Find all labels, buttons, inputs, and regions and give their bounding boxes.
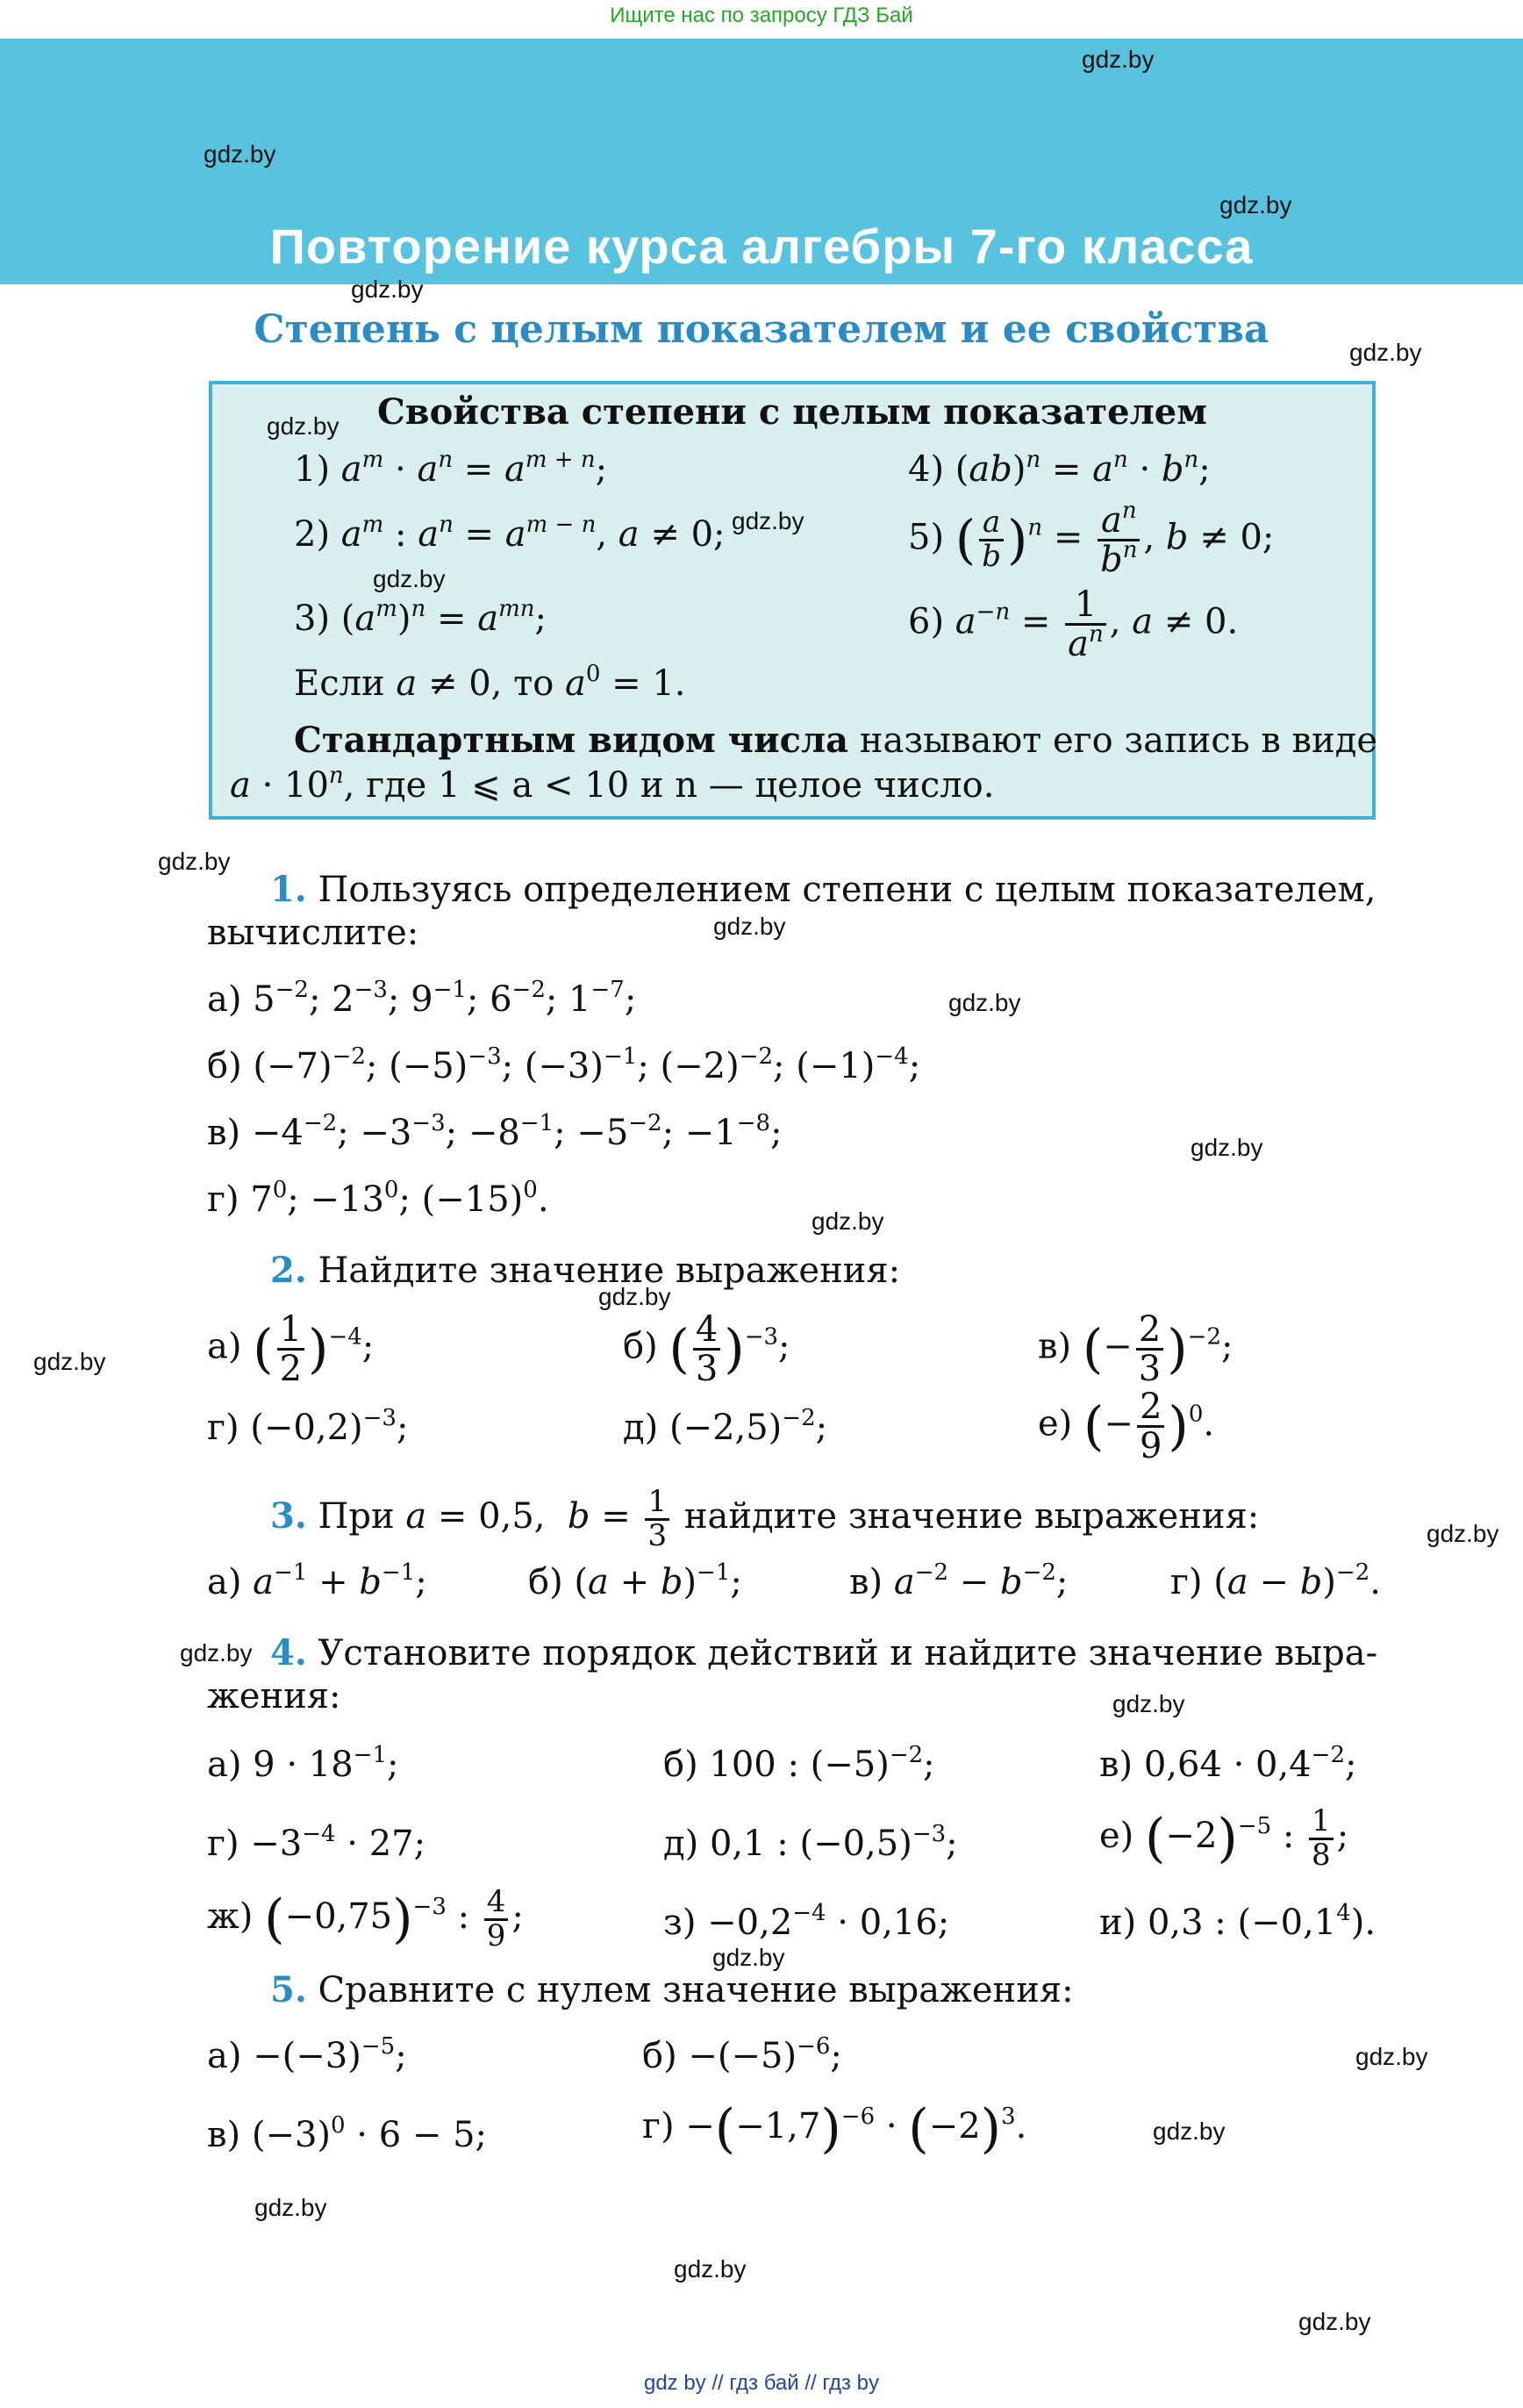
watermark: gdz.by — [1082, 46, 1155, 73]
exercise-4-text-cont: жения: — [207, 1676, 341, 1716]
watermark: gdz.by — [1219, 191, 1292, 219]
chapter-title: Повторение курса алгебры 7-го класса — [269, 219, 1254, 274]
exercise-2b: б) ( $\frac{4}{3}$ )$^{-3}$; — [623, 1309, 790, 1389]
property-5: 5) ( $\frac{a}{b}$ )$^n$ = $\frac{a^n}{b^n}$ , b ≠ 0; — [908, 498, 1275, 580]
exercise-5-text: 5. Сравните с нулем значение выражения: — [270, 1969, 1074, 2010]
watermark: gdz.by — [598, 1283, 671, 1310]
exercise-1b: б) $(-7)^{-2}$; $(-5)^{-3}$; $(-3)^{-1}$; $(-2)^{-2}$; $(-1)^{-4}$; — [207, 1043, 921, 1086]
exercise-4e: е) $(-2)^{-5}$ : $\frac{1}{8}$ ; — [1099, 1803, 1349, 1873]
watermark: gdz.by — [812, 1208, 884, 1235]
watermark: gdz.by — [712, 1944, 785, 1971]
watermark: gdz.by — [1349, 339, 1422, 366]
exercise-2a: а) ( $\frac{1}{2}$ )$^{-4}$; — [207, 1309, 375, 1389]
watermark: gdz.by — [204, 140, 276, 168]
exercise-5b: $б) -(-5)^{-6}$; — [642, 2033, 842, 2076]
watermark: gdz.by — [674, 2255, 747, 2283]
watermark: gdz.by — [158, 848, 231, 875]
standard-form-line2: $a \cdot 10^n$, где 1 ⩽ a < 10 и n — целое число. — [230, 763, 995, 806]
standard-form-line1: Стандартным видом числа называют его запись в виде — [294, 720, 1378, 761]
property-1: 1) $a^m \cdot a^n = a^{m + n}$; — [294, 447, 608, 490]
watermark: gdz.by — [1112, 1690, 1185, 1717]
exercise-4a: а) $9 \cdot 18^{-1}$; — [207, 1742, 399, 1785]
exercise-4zh: ж) $(-0,75)^{-3}$ : $\frac{4}{9}$ ; — [207, 1884, 524, 1953]
exercise-3-text: 3. При a = 0,5, b = $\frac{1}{3}$ найдите значение выражения: — [270, 1484, 1260, 1553]
watermark: gdz.by — [1153, 2118, 1226, 2145]
watermark: gdz.by — [254, 2194, 327, 2221]
exercise-4z: $з) -0,2^{-4} \cdot 0,16$; — [663, 1900, 950, 1943]
exercise-1-text: 1. Пользуясь определением степени с целым показателем, — [270, 869, 1376, 910]
exercise-4v: в) $0,64 \cdot 0,4^{-2}$; — [1099, 1742, 1357, 1785]
watermark: gdz.by — [351, 276, 424, 303]
exercise-2g: г) $(-0,2)^{-3}$; — [207, 1405, 409, 1448]
exercise-5g: $г) -(-1,7)^{-6} \cdot (-2)^3$. — [642, 2098, 1027, 2160]
exercise-3b: б) $(a + b)^{-1}$; — [528, 1559, 742, 1602]
exercise-2v: в) (− $\frac{2}{3}$ )$^{-2}$; — [1038, 1309, 1233, 1389]
exercise-4d: д) 0,1 : $(-0,5)^{-3}$; — [663, 1821, 958, 1864]
exercise-5v: в) $(-3)^0 \cdot 6 - 5$; — [207, 2112, 488, 2155]
watermark: gdz.by — [1426, 1520, 1499, 1547]
exercise-1-text-cont: вычислите: — [207, 913, 419, 953]
watermark: gdz.by — [267, 412, 340, 440]
exercise-3g: г) $(a - b)^{-2}$. — [1170, 1559, 1381, 1602]
exercise-4-text: 4. Установите порядок действий и найдите значение выра- — [270, 1632, 1378, 1673]
property-4: 4) $(ab)^n = a^n \cdot b^n$; — [908, 447, 1211, 490]
top-search-link[interactable]: Ищите нас по запросу ГДЗ Бай — [610, 4, 913, 27]
exercise-1g: г) $7^0$; $-13^0$; $(-15)^0$. — [207, 1177, 549, 1220]
exercise-4g: $г) -3^{-4} \cdot 27$; — [207, 1821, 426, 1864]
exercise-4i: и) 0,3 : $(-0,1^4)$. — [1099, 1900, 1376, 1943]
watermark: gdz.by — [948, 989, 1021, 1016]
exercise-3a: а) $a^{-1} + b^{-1}$; — [207, 1559, 427, 1602]
watermark: gdz.by — [33, 1348, 106, 1375]
exercise-4b: б) 100 : $(-5)^{-2}$; — [663, 1742, 935, 1785]
property-6: 6) $a^{-n}$ = $\frac{1}{a^n}$ , a ≠ 0. — [908, 584, 1239, 664]
exercise-1a: а) $5^{-2}$; $2^{-3}$; $9^{-1}$; $6^{-2}$; $1^{-7}$; — [207, 977, 637, 1020]
property-3: 3) $(a^m)^n = a^{mn}$; — [294, 596, 547, 639]
exercise-3v: в) $a^{-2} - b^{-2}$; — [849, 1559, 1069, 1602]
watermark: gdz.by — [732, 507, 804, 534]
watermark: gdz.by — [713, 913, 786, 940]
zero-exponent-rule: Если a ≠ 0, то $a^0 = 1$. — [294, 661, 686, 704]
watermark: gdz.by — [373, 565, 446, 592]
watermark: gdz.by — [1191, 1134, 1263, 1161]
properties-box-title: Свойства степени с целым показателем — [376, 391, 1208, 433]
exercise-5a: $а) -(-3)^{-5}$; — [207, 2033, 407, 2076]
exercise-2d: д) $(-2,5)^{-2}$; — [623, 1405, 828, 1448]
exercise-1v: $в) -4^{-2}$; $-3^{-3}$; $-8^{-1}$; $-5^{-2}$; $-1^{-8}$; — [207, 1110, 783, 1153]
exercise-2e: е) (− $\frac{2}{9}$ )$^0$. — [1038, 1387, 1215, 1466]
watermark: gdz.by — [1298, 2308, 1371, 2335]
exercise-2-text: 2. Найдите значение выражения: — [270, 1250, 901, 1291]
section-title: Степень с целым показателем и ее свойства — [254, 307, 1269, 352]
watermark: gdz.by — [180, 1639, 253, 1666]
property-2: 2) $a^m$ : $a^n = a^{m - n}$, a ≠ 0; — [294, 512, 726, 555]
footer-links[interactable]: gdz by // гдз бай // гдз by — [643, 2371, 880, 2395]
watermark: gdz.by — [1355, 2043, 1428, 2070]
